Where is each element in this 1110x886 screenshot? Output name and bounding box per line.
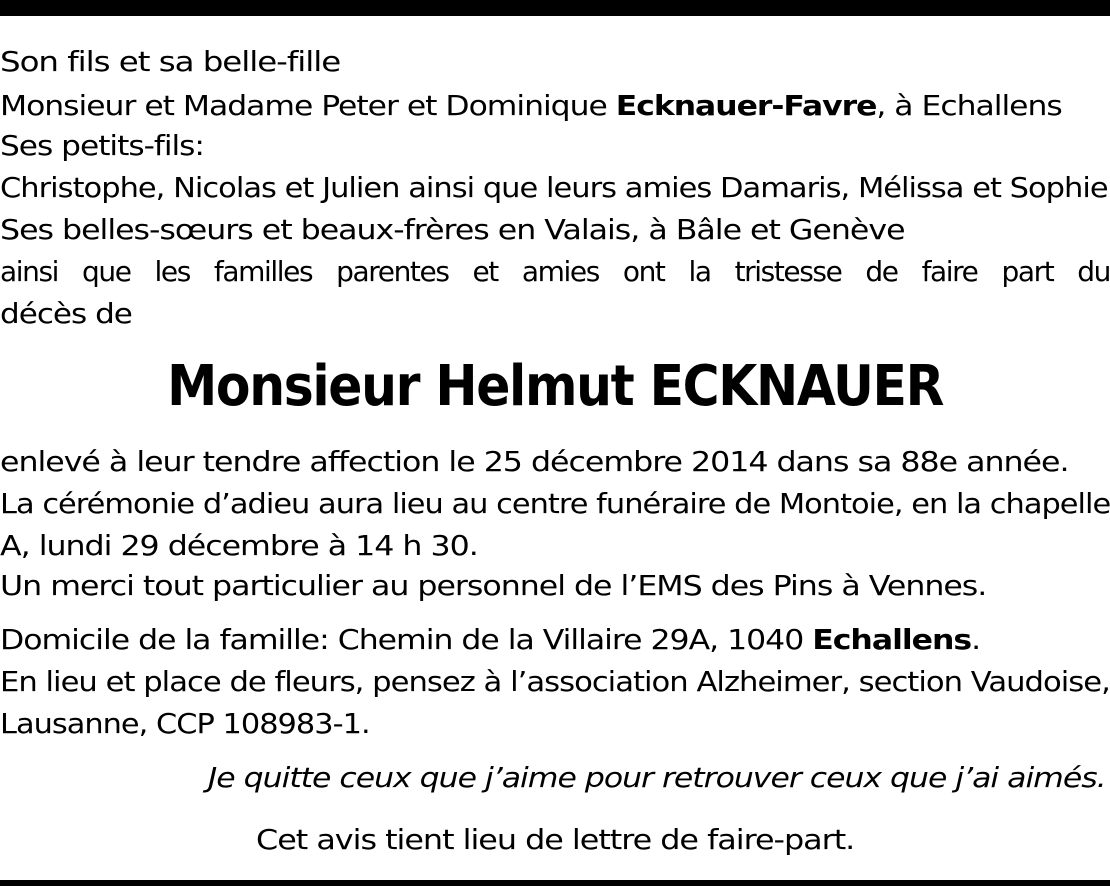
quote-line: Je quitte ceux que j’aime pour retrouver ceux que j’ai aimés. [208, 761, 1106, 794]
domicile-line [0, 622, 980, 658]
son-residence: , à Echallens [876, 89, 1062, 122]
domicile-address: Domicile de la famille: Chemin de la Villaire 29A, 1040 [0, 623, 813, 656]
grandsons-line: Christophe, Nicolas et Julien ainsi que leurs amies Damaris, Mélissa et Sophie [0, 171, 1108, 204]
thanks-line: Un merci tout particulier au personnel de l’EMS des Pins à Vennes. [0, 569, 987, 602]
flowers-continuation: Lausanne, CCP 108983-1. [0, 707, 370, 740]
ceremony-continuation: A, lundi 29 décembre à 14 h 30. [0, 529, 478, 562]
ceremony-line: La cérémonie d’adieu aura lieu au centre funéraire de Montoie, en la chapelle [0, 487, 1110, 520]
bottom-rule [0, 880, 1110, 886]
son-names-line [0, 88, 1062, 124]
notice-footer: Cet avis tient lieu de lettre de faire-part. [256, 823, 855, 856]
domicile-city: Echallens [812, 623, 972, 656]
son-family-name: Ecknauer-Favre [615, 89, 877, 122]
flowers-line: En lieu et place de fleurs, pensez à l’association Alzheimer, section Vaudoise, [0, 665, 1110, 698]
announcement-line: ainsi que les familles parentes et amies ont la tristesse de faire part du [0, 255, 1110, 288]
in-laws-line: Ses belles-sœurs et beaux-frères en Valais, à Bâle et Genève [0, 213, 905, 246]
passing-line: enlevé à leur tendre affection le 25 décembre 2014 dans sa 88e année. [0, 445, 1069, 478]
announcement-continuation: décès de [0, 297, 132, 330]
grandsons-intro-line: Ses petits-fils: [0, 129, 204, 162]
domicile-end: . [971, 623, 981, 656]
deceased-name: Monsieur Helmut ECKNAUER [167, 354, 943, 419]
son-names-prefix: Monsieur et Madame Peter et Dominique [0, 89, 616, 122]
son-intro-line: Son fils et sa belle-fille [0, 45, 341, 78]
top-rule [0, 0, 1110, 16]
